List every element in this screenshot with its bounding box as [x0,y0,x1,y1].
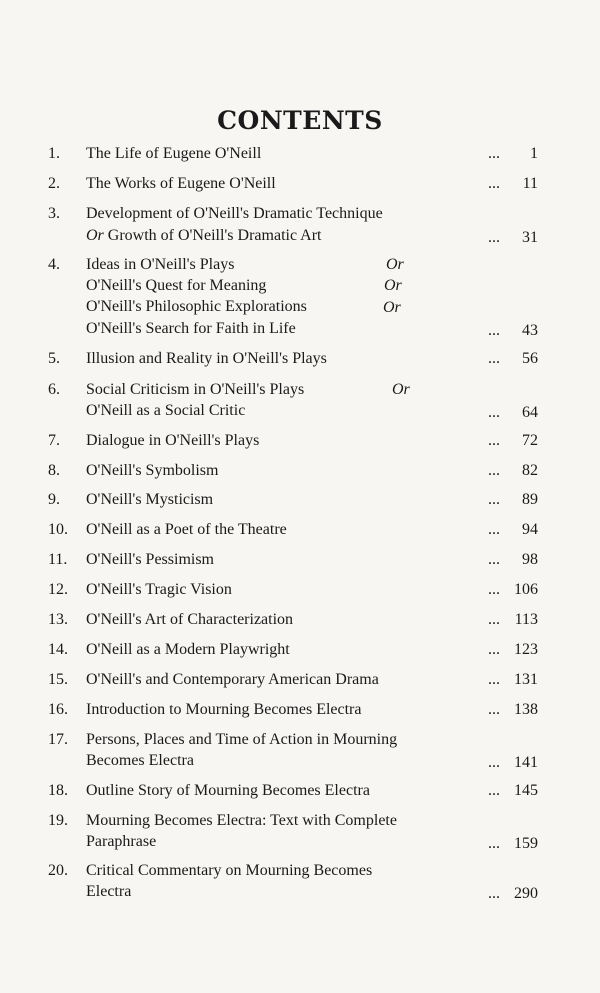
page-number: 113 [514,611,538,628]
leader-dots: ... [488,350,500,367]
page-number: 1 [530,145,538,162]
page-number: 72 [522,432,538,449]
entry-number: 19. [48,812,68,829]
or-connector: Or [383,299,401,316]
entry-title-alt: Growth of O'Neill's Dramatic Art [107,227,322,244]
entry-title: Illusion and Reality in O'Neill's Plays [86,350,327,367]
entry-number: 7. [48,432,60,449]
entry-number: 13. [48,611,68,628]
page-number: 141 [514,754,538,771]
page-number: 138 [514,701,538,718]
entry-title: The Life of Eugene O'Neill [86,145,262,162]
entry-title: O'Neill as a Poet of the Theatre [86,521,287,538]
page-number: 89 [522,491,538,508]
or-connector: Or [386,256,404,273]
entry-title: Critical Commentary on Mourning Becomes [86,862,373,879]
or-connector: Or [384,277,402,294]
page-title: CONTENTS [217,106,383,135]
leader-dots: ... [488,551,500,568]
entry-number: 16. [48,701,68,718]
page-number: 11 [522,175,538,192]
leader-dots: ... [488,322,500,339]
entry-title: Social Criticism in O'Neill's Plays [86,381,305,398]
leader-dots: ... [488,754,500,771]
or-connector: Or [392,381,410,398]
entry-number: 17. [48,731,68,748]
entry-title: Outline Story of Mourning Becomes Electra [86,782,370,799]
leader-dots: ... [488,641,500,658]
page-number: 56 [522,350,538,367]
entry-title: Development of O'Neill's Dramatic Technique [86,205,383,222]
page-number: 64 [522,404,538,421]
entry-number: 12. [48,581,68,598]
entry-title-cont: Becomes Electra [86,752,194,769]
entry-title: O'Neill's Mysticism [86,491,214,508]
page-number: 123 [514,641,538,658]
page-number: 290 [514,885,538,902]
leader-dots: ... [488,521,500,538]
page-number: 106 [514,581,538,598]
entry-title-alt: O'Neill's Philosophic Explorations [86,298,307,315]
leader-dots: ... [488,782,500,799]
entry-number: 10. [48,521,68,538]
page-number: 131 [514,671,538,688]
entry-title-alt: O'Neill's Search for Faith in Life [86,320,296,337]
entry-title: O'Neill's Art of Characterization [86,611,294,628]
entry-number: 6. [48,381,60,398]
entry-title: The Works of Eugene O'Neill [86,175,276,192]
entry-title-alt: O'Neill's Quest for Meaning [86,277,267,294]
entry-number: 20. [48,862,68,879]
leader-dots: ... [488,404,500,421]
entry-number: 3. [48,205,60,222]
entry-title-alt: O'Neill as a Social Critic [86,402,246,419]
entry-title: Persons, Places and Time of Action in Mourning [86,731,398,748]
entry-title: Mourning Becomes Electra: Text with Complete [86,812,397,829]
leader-dots: ... [488,229,500,246]
entry-number: 4. [48,256,60,273]
leader-dots: ... [488,581,500,598]
entry-number: 15. [48,671,68,688]
leader-dots: ... [488,671,500,688]
entry-title-cont: Electra [86,883,132,900]
page-number: 159 [514,835,538,852]
entry-title: O'Neill's Tragic Vision [86,581,232,598]
entry-number: 2. [48,175,60,192]
page-number: 145 [514,782,538,799]
leader-dots: ... [488,462,500,479]
leader-dots: ... [488,175,500,192]
page-number: 31 [522,229,538,246]
entry-number: 8. [48,462,60,479]
entry-title: O'Neill as a Modern Playwright [86,641,290,658]
page-number: 98 [522,551,538,568]
page-number: 94 [522,521,538,538]
entry-number: 9. [48,491,60,508]
page-number: 82 [522,462,538,479]
entry-number: 5. [48,350,60,367]
page-number: 43 [522,322,538,339]
leader-dots: ... [488,611,500,628]
entry-title: O'Neill's Symbolism [86,462,219,479]
entry-number: 11. [48,551,68,568]
leader-dots: ... [488,145,500,162]
entry-title: O'Neill's and Contemporary American Drama [86,671,379,688]
entry-title: Dialogue in O'Neill's Plays [86,432,260,449]
entry-title: Ideas in O'Neill's Plays [86,256,235,273]
entry-title: Introduction to Mourning Becomes Electra [86,701,362,718]
leader-dots: ... [488,701,500,718]
leader-dots: ... [488,432,500,449]
entry-title: O'Neill's Pessimism [86,551,214,568]
entry-title-cont: Paraphrase [86,833,157,850]
entry-number: 18. [48,782,68,799]
leader-dots: ... [488,491,500,508]
entry-number: 14. [48,641,68,658]
leader-dots: ... [488,835,500,852]
leader-dots: ... [488,885,500,902]
or-connector: Or [86,227,104,244]
entry-number: 1. [48,145,60,162]
